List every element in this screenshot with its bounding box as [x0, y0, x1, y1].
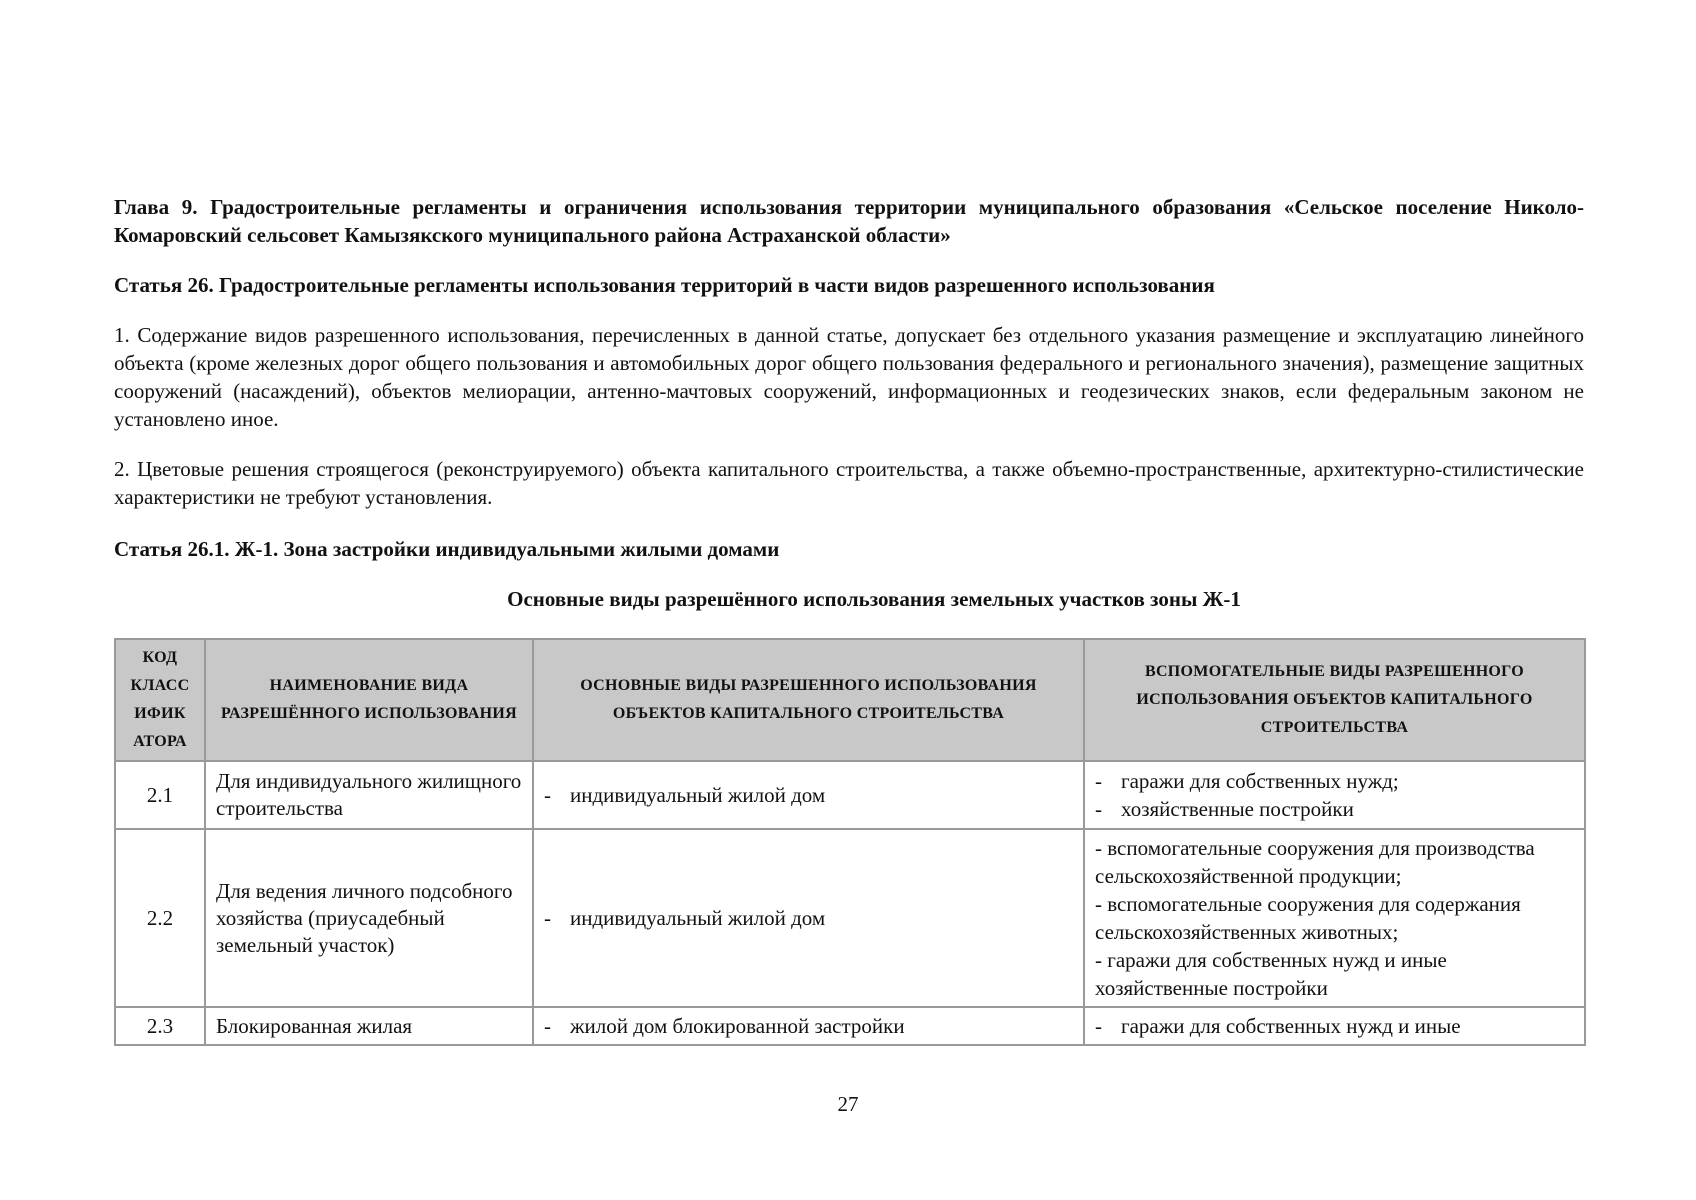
aux-use-text: вспомогательные сооружения для производства сельскохозяйственной продукции; [1095, 836, 1535, 888]
row-main-use [533, 761, 1084, 829]
dash-marker: - [544, 905, 551, 930]
row-aux-uses [1084, 761, 1585, 829]
aux-use-item [1095, 1012, 1574, 1040]
dash-marker: - [544, 1013, 551, 1038]
dash-marker: - [1095, 892, 1102, 916]
row-name: Для индивидуального жилищного строительства [205, 761, 533, 829]
row-main-use [533, 1007, 1084, 1045]
row-aux-uses [1084, 829, 1585, 1007]
row-code: 2.1 [115, 761, 205, 829]
header-main-uses: ОСНОВНЫЕ ВИДЫ РАЗРЕШЕННОГО ИСПОЛЬЗОВАНИЯ ОБЪЕКТОВ КАПИТАЛЬНОГО СТРОИТЕЛЬСТВА [533, 639, 1084, 761]
aux-use-item [1095, 946, 1574, 1002]
aux-use-text: гаражи для собственных нужд и иные [1121, 1014, 1461, 1038]
header-code: КОД КЛАСС ИФИК АТОРА [115, 639, 205, 761]
chapter-heading: Глава 9. Градостроительные регламенты и ограничения использования территории муниципального образования «Сельское поселение Николо-Комаровский сельсовет Камызякского муниципального района Астраханской области» [114, 195, 1584, 247]
aux-use-text: гаражи для собственных нужд и иные хозяйственные постройки [1095, 948, 1447, 1000]
dash-marker: - [544, 782, 551, 807]
table-title: Основные виды разрешённого использования земельных участков зоны Ж-1 [507, 587, 1241, 611]
document-page [114, 193, 1584, 1046]
paragraph-1: 1. Содержание видов разрешенного использования, перечисленных в данной статье, допускает без отдельного указания размещение и эксплуатацию линейного объекта (кроме железных дорог общего пользования и автомобильных дорог общего пользования федерального и регионального значения), размещение защитных сооружений (насаждений), объектов мелиорации, антенно-мачтовых сооружений, информационных и геодезических знаков, если федеральным законом не установлено иное. [114, 323, 1584, 431]
zone-table [114, 638, 1586, 1046]
aux-use-text: гаражи для собственных нужд; [1121, 769, 1399, 793]
dash-marker: - [1095, 769, 1102, 793]
article-26-heading: Статья 26. Градостроительные регламенты использования территорий в части видов разрешенного использования [114, 273, 1215, 297]
dash-marker: - [1095, 948, 1102, 972]
page-number: 27 [837, 1092, 859, 1116]
row-main-use [533, 829, 1084, 1007]
row-name: Для ведения личного подсобного хозяйства (приусадебный земельный участок) [205, 829, 533, 1007]
dash-marker: - [1095, 1014, 1102, 1038]
dash-marker: - [1095, 836, 1102, 860]
table-header-row [115, 639, 1585, 761]
dash-marker: - [1095, 797, 1102, 821]
aux-use-text: вспомогательные сооружения для содержания сельскохозяйственных животных; [1095, 892, 1521, 944]
table-row [115, 761, 1585, 829]
aux-use-text: хозяйственные постройки [1121, 797, 1354, 821]
aux-use-item [1095, 795, 1574, 823]
aux-use-item [1095, 890, 1574, 946]
row-code: 2.3 [115, 1007, 205, 1045]
aux-use-item [1095, 834, 1574, 890]
main-use-text: жилой дом блокированной застройки [570, 1013, 905, 1038]
header-aux-uses: ВСПОМОГАТЕЛЬНЫЕ ВИДЫ РАЗРЕШЕННОГО ИСПОЛЬЗОВАНИЯ ОБЪЕКТОВ КАПИТАЛЬНОГО СТРОИТЕЛЬСТВА [1084, 639, 1585, 761]
article-26-1-heading: Статья 26.1. Ж-1. Зона застройки индивидуальными жилыми домами [114, 537, 780, 561]
main-use-text: индивидуальный жилой дом [570, 905, 826, 930]
row-code: 2.2 [115, 829, 205, 1007]
table-row [115, 1007, 1585, 1045]
row-aux-uses [1084, 1007, 1585, 1045]
main-use-text: индивидуальный жилой дом [570, 782, 826, 807]
aux-use-item [1095, 767, 1574, 795]
paragraph-2: 2. Цветовые решения строящегося (реконструируемого) объекта капитального строительства, а также объемно-пространственные, архитектурно-стилистические характеристики не требуют установления. [114, 457, 1584, 509]
row-name: Блокированная жилая [205, 1007, 533, 1045]
table-row [115, 829, 1585, 1007]
header-name: НАИМЕНОВАНИЕ ВИДА РАЗРЕШЁННОГО ИСПОЛЬЗОВАНИЯ [205, 639, 533, 761]
